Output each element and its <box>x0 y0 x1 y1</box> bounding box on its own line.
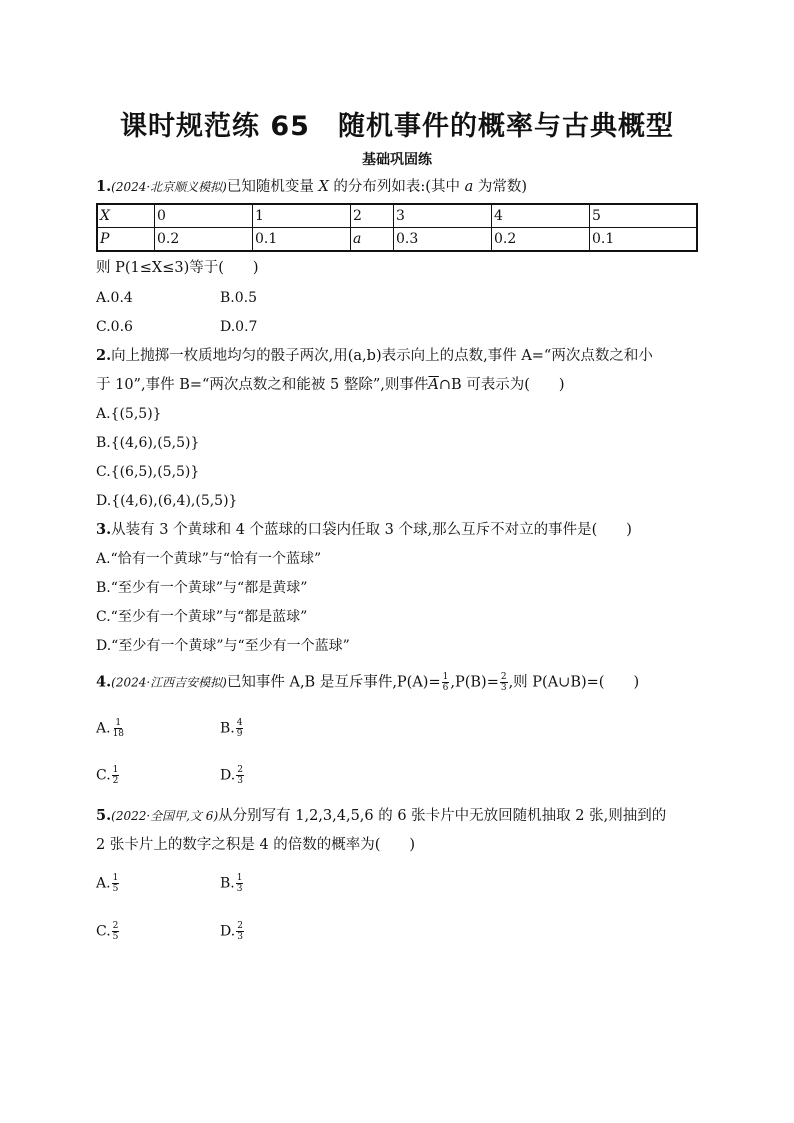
table-cell: 2 <box>351 204 394 228</box>
option-d[interactable]: D. $\frac{2}{3}$ <box>220 765 243 786</box>
page-title: 课时规范练 65 随机事件的概率与古典概型 <box>120 111 674 142</box>
question-source: (2024·江西吉安模拟) <box>111 675 227 690</box>
option-b[interactable]: B. $\frac{1}{3}$ <box>220 873 243 894</box>
table-cell: 0 <box>155 204 253 228</box>
table-cell: a <box>351 228 394 252</box>
fraction: $\frac{2}{3}$ <box>500 672 507 693</box>
option-a[interactable]: A. $\frac{1}{5}$ <box>96 873 119 894</box>
option-c[interactable]: C.“至少有一个黄球”与“都是蓝球” <box>96 609 308 625</box>
table-cell: 0.1 <box>253 228 351 252</box>
option-c[interactable]: C.0.6 <box>96 319 133 335</box>
question-5: 5.(2022·全国甲,文 6)从分别写有 1,2,3,4,5,6 的 6 张卡片中无放回随机抽取 2 张,则抽到的 <box>96 807 667 824</box>
option-a[interactable]: A.{(5,5)} <box>96 406 162 422</box>
table-cell: 0.3 <box>394 228 492 252</box>
question-5-cont: 2 张卡片上的数字之积是 4 的倍数的概率为( ) <box>96 837 416 853</box>
question-1: 1.(2024·北京顺义模拟)已知随机变量 X 的分布列如表:(其中 a 为常数) <box>96 178 527 195</box>
question-number: 4. <box>96 673 112 691</box>
table-cell: 3 <box>394 204 492 228</box>
option-b[interactable]: B.0.5 <box>220 290 258 306</box>
question-number: 5. <box>96 807 112 824</box>
option-a[interactable]: A.0.4 <box>96 290 133 306</box>
question-number: 3. <box>96 521 112 538</box>
section-heading: 基础巩固练 <box>362 152 432 168</box>
option-c[interactable]: C. $\frac{2}{5}$ <box>96 921 119 942</box>
fraction: $\frac{1}{5}$ <box>112 873 119 894</box>
complement-symbol: $\overline{A}$ <box>428 377 439 393</box>
table-cell: 0.1 <box>590 228 698 252</box>
table-row <box>97 204 697 228</box>
fraction: $\frac{1}{18}$ <box>112 718 125 739</box>
option-d[interactable]: D. $\frac{2}{3}$ <box>220 921 243 942</box>
option-c[interactable]: C. $\frac{1}{2}$ <box>96 765 119 786</box>
option-d[interactable]: D.0.7 <box>220 319 258 335</box>
option-b[interactable]: B.{(4,6),(5,5)} <box>96 435 200 451</box>
question-source: (2022·全国甲,文 6) <box>111 809 219 823</box>
distribution-table <box>96 203 698 252</box>
question-2: 2.向上抛掷一枚质地均匀的骰子两次,用(a,b)表示向上的点数,事件 A=“两次点数之和小 <box>96 347 653 364</box>
fraction: $\frac{1}{6}$ <box>442 672 449 693</box>
option-c[interactable]: C.{(6,5),(5,5)} <box>96 464 200 480</box>
question-2-cont: 于 10”,事件 B=“两次点数之和能被 5 整除”,则事件$\overline{A}\cap B$ 可表示为( ) <box>96 377 565 393</box>
table-row <box>97 228 697 252</box>
option-d[interactable]: D.{(4,6),(6,4),(5,5)} <box>96 493 238 509</box>
fraction: $\frac{2}{5}$ <box>112 921 119 942</box>
option-b[interactable]: B. $\frac{4}{9}$ <box>220 718 243 739</box>
question-number: 2. <box>96 347 112 364</box>
table-cell: P <box>97 228 155 252</box>
question-3: 3.从装有 3 个黄球和 4 个蓝球的口袋内任取 3 个球,那么互斥不对立的事件是( ) <box>96 521 632 538</box>
table-cell: 1 <box>253 204 351 228</box>
option-a[interactable]: A.“恰有一个黄球”与“恰有一个蓝球” <box>96 551 322 567</box>
table-cell: 4 <box>492 204 590 228</box>
fraction: $\frac{1}{3}$ <box>236 873 243 894</box>
table-cell: X <box>97 204 155 228</box>
table-cell: 0.2 <box>155 228 253 252</box>
fraction: $\frac{2}{3}$ <box>237 765 243 786</box>
question-source: (2024·北京顺义模拟) <box>111 180 227 194</box>
option-b[interactable]: B.“至少有一个黄球”与“都是黄球” <box>96 580 308 596</box>
question-1-ask: 则 P(1≤X≤3)等于( ) <box>96 260 259 276</box>
fraction: $\frac{4}{9}$ <box>236 718 243 739</box>
fraction: $\frac{2}{3}$ <box>237 921 243 942</box>
table-cell: 5 <box>590 204 698 228</box>
question-number: 1. <box>96 178 112 195</box>
table-cell: 0.2 <box>492 228 590 252</box>
option-a[interactable]: A. $\frac{1}{18}$ <box>96 718 125 739</box>
option-d[interactable]: D.“至少有一个黄球”与“至少有一个蓝球” <box>96 638 350 654</box>
fraction: $\frac{1}{2}$ <box>112 765 119 786</box>
question-4: 4.(2024·江西吉安模拟)已知事件 A,B 是互斥事件,P(A)= $\frac{1}{6}$ ,P(B)= $\frac{2}{3}$ ,则 P(A∪B)=( ) <box>96 672 640 693</box>
